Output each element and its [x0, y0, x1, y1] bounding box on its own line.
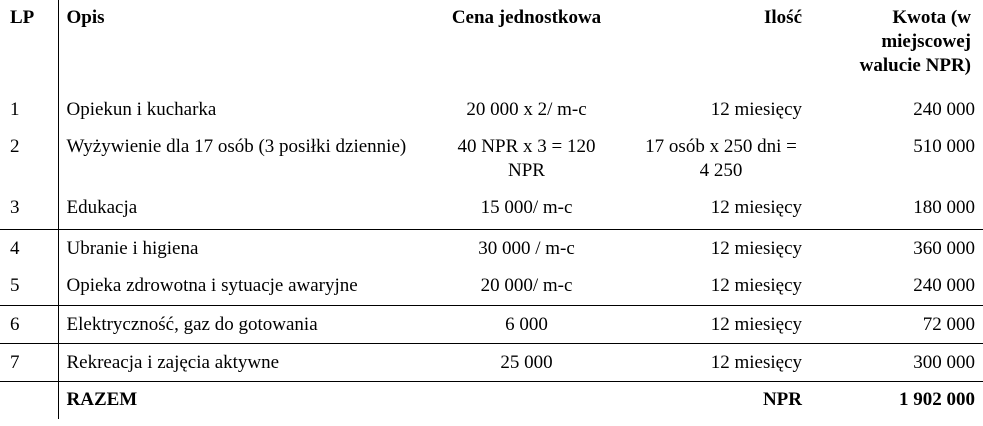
table-row: [0, 229, 983, 267]
row-kwota: 360 000: [810, 229, 983, 267]
row-cena: 6 000: [435, 305, 618, 343]
row-opis: Ubranie i higiena: [58, 229, 435, 267]
row-ilosc: 12 miesięcy: [618, 305, 810, 343]
header-cena: Cena jednostkowa: [451, 7, 602, 28]
total-row: [0, 381, 983, 419]
row-kwota: 300 000: [810, 343, 983, 381]
row-lp: 5: [10, 275, 20, 296]
row-ilosc: 12 miesięcy: [710, 275, 802, 296]
table-row: [0, 343, 983, 381]
table-row: [0, 305, 983, 343]
row-lp: 1: [10, 99, 20, 120]
row-kwota: 240 000: [913, 275, 975, 296]
table-header-row: [0, 0, 983, 94]
row-opis: Opiekun i kucharka: [58, 94, 435, 131]
row-opis: Wyżywienie dla 17 osób (3 posiłki dziennie): [58, 131, 435, 190]
total-amount: 1 902 000: [810, 381, 983, 419]
row-lp: 2: [10, 136, 20, 157]
row-kwota: 72 000: [810, 305, 983, 343]
header-kwota: Kwota (w miejscowej walucie NPR): [859, 7, 971, 76]
row-opis: Edukacja: [58, 190, 435, 229]
row-lp: 3: [10, 197, 20, 218]
row-ilosc: 12 miesięcy: [618, 343, 810, 381]
row-ilosc: 17 osób x 250 dni = 4 250: [645, 136, 797, 181]
table-row: [0, 94, 983, 131]
row-lp: 4: [0, 229, 58, 267]
row-kwota: 180 000: [913, 197, 975, 218]
row-cena: 15 000/ m-c: [480, 197, 573, 218]
row-cena: 25 000: [435, 343, 618, 381]
row-opis: Rekreacja i zajęcia aktywne: [58, 343, 435, 381]
header-ilosc: Ilość: [764, 7, 802, 28]
row-opis: Opieka zdrowotna i sytuacje awaryjne: [58, 267, 435, 305]
row-lp: 6: [0, 305, 58, 343]
row-ilosc: 12 miesięcy: [710, 99, 802, 120]
row-cena: 20 000 x 2/ m-c: [466, 99, 587, 120]
row-cena: 40 NPR x 3 = 120 NPR: [457, 136, 596, 181]
row-kwota: 240 000: [913, 99, 975, 120]
header-lp: LP: [10, 7, 35, 28]
row-ilosc: 12 miesięcy: [618, 229, 810, 267]
total-label: RAZEM: [58, 381, 435, 419]
row-opis: Elektryczność, gaz do gotowania: [58, 305, 435, 343]
header-opis: Opis: [58, 0, 435, 94]
row-cena: 30 000 / m-c: [435, 229, 618, 267]
row-cena: 20 000/ m-c: [480, 275, 573, 296]
row-kwota: 510 000: [913, 136, 975, 157]
table-row: [0, 131, 983, 190]
table-row: [0, 267, 983, 305]
table-row: [0, 190, 983, 229]
row-ilosc: 12 miesięcy: [710, 197, 802, 218]
total-currency: NPR: [618, 381, 810, 419]
row-lp: 7: [0, 343, 58, 381]
